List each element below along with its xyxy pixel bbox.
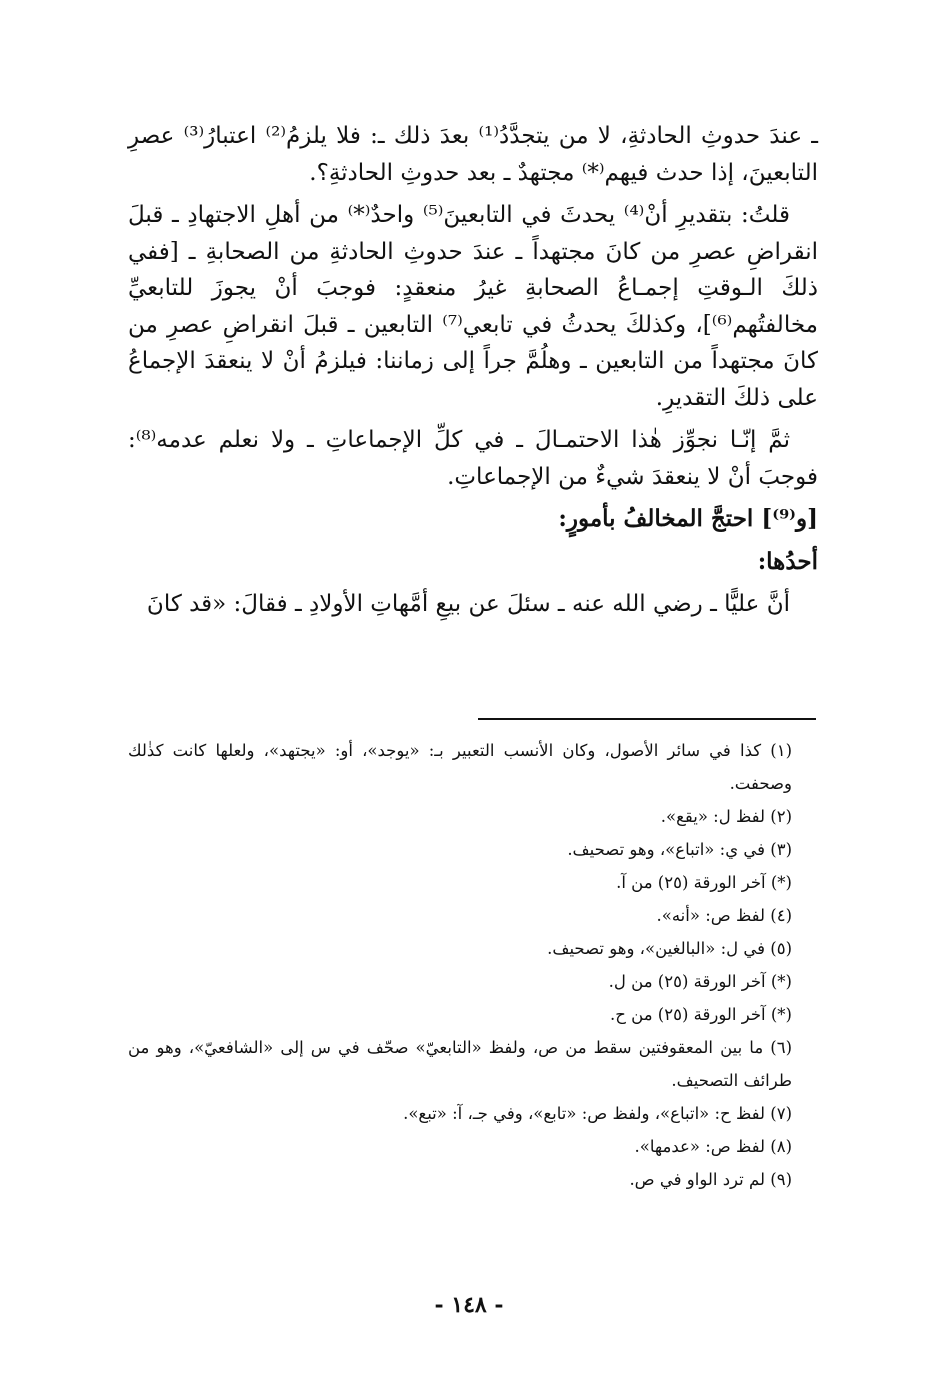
footnote: (٨) لفظ ص: «عدمها».: [634, 1137, 792, 1156]
paragraph-3: ثمَّ إنّـا نجوِّز هٰذا الاحتمـالَ ـ في كلِّ الإجماعاتِ ـ ولا نعلم عدمه⁽⁸⁾: فوجبَ أنْ لا ينعقدَ شيءٌ من الإجماعاتِ.: [128, 427, 818, 490]
footnote: (١) كذا في سائر الأصول، وكان الأنسب التعبير بـ: «يوجد»، أو: «يجتهد»، ولعلها كانت كذٰلك وصحفت.: [128, 741, 792, 793]
paragraph-2: قلتُ: بتقديرِ أنْ⁽⁴⁾ يحدثَ في التابعينَ⁽⁵⁾ واحدٌ⁽*⁾ من أهلِ الاجتهادِ ـ قبلَ انقراضِ عصرِ من كانَ مجتهداً ـ عندَ حدوثِ الحادثةِ من الصحابةِ ـ [ففي ذلكَ الـوقتِ إجمـاعُ الصحابةِ غيرُ منعقدٍ: فوجبَ أنْ يجوزَ للتابعيِّ مخالفتُهم⁽⁶⁾]، وكذلكَ يحدثُ في تابعي⁽⁷⁾ التابعين ـ قبلَ انقراضِ عصرِ من كانَ مجتهداً من التابعين ـ وهلُمَّ جراً إلى زماننا: فيلزمُ أنْ لا ينعقدَ الإجماعُ على ذلكَ التقديرِ.: [128, 202, 818, 411]
main-text: [128, 118, 818, 623]
paragraph-4: أنَّ عليًّا ـ رضي الله عنه ـ سئلَ عن بيعِ أمَّهاتِ الأولادِ ـ فقالَ: «قد كانَ: [146, 591, 790, 617]
footnotes: [128, 734, 818, 1196]
page-number: - ١٤٨ -: [434, 1292, 504, 1318]
footnote: (*) آخر الورقة (٢٥) من ح.: [610, 1005, 792, 1024]
footnote: (٣) في ي: «اتباع»، وهو تصحيف.: [567, 840, 792, 859]
footnote: (٦) ما بين المعقوفتين سقط من ص، ولفظ «التابعيّ» صحّف في س إلى «الشافعيّ»، وهو من طرائف التصحيف.: [128, 1038, 792, 1090]
footnote: (٤) لفظ ص: «أنه».: [656, 906, 792, 925]
footnote-divider: [478, 718, 816, 720]
page-body: [128, 118, 818, 629]
footnote: (٧) لفظ ح: «اتباع»، ولفظ ص: «تابع»، وفي جـ، آ: «تبع».: [403, 1104, 792, 1123]
section-subheading: أحدُها:: [757, 547, 818, 575]
paragraph-1: ـ عندَ حدوثِ الحادثةِ، لا من يتجدَّدُ⁽¹⁾ بعدَ ذلك ـ: فلا يلزمُ⁽²⁾ اعتبارُ⁽³⁾ عصرِ التابعينَ، إذا حدث فيهم⁽*⁾ مجتهدٌ ـ بعد حدوثِ الحادثةِ؟.: [128, 123, 819, 186]
footnote: (٩) لم ترد الواو في ص.: [629, 1170, 792, 1189]
footnote: (*) آخر الورقة (٢٥) من آ.: [616, 873, 792, 892]
footnote: (*) آخر الورقة (٢٥) من ل.: [608, 972, 792, 991]
footnote: (٢) لفظ ل: «يقع».: [660, 807, 792, 826]
footnote: (٥) في ل: «البالغين»، وهو تصحيف.: [547, 939, 792, 958]
section-heading: [و⁽⁹⁾] احتجَّ المخالفُ بأمورٍ:: [558, 505, 818, 532]
